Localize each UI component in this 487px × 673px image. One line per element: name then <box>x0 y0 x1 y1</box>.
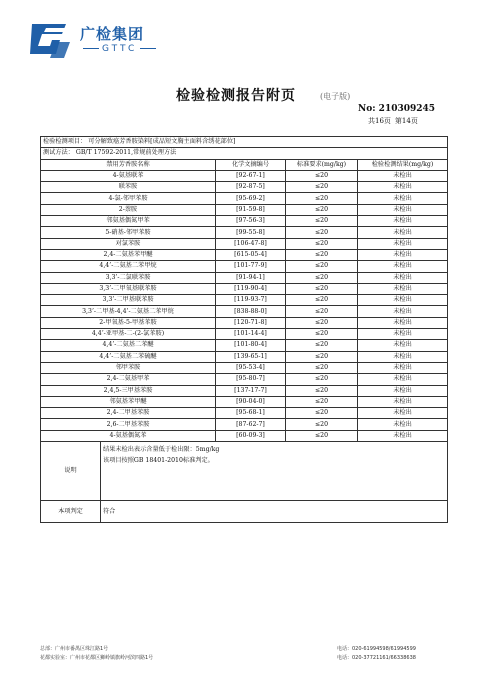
result: 未检出 <box>358 340 448 351</box>
amine-name: 3,3’-二甲基联苯胺 <box>41 295 216 306</box>
test-item: 检验检测项目： 可分解致癌芳香胺染料[成品短文胸主面料含绣花部位] <box>41 137 448 148</box>
table-row <box>41 362 448 373</box>
table-row <box>41 249 448 260</box>
page-info <box>368 116 422 126</box>
amine-name: 邻甲苯胺 <box>41 362 216 373</box>
logo-subtitle: GTTC <box>80 44 159 54</box>
column-header-result: 检验检测结果(mg/kg) <box>358 159 448 170</box>
result: 未检出 <box>358 351 448 362</box>
test-method: 测试方法： GB/T 17592-2011,常规前处理方法 <box>41 148 448 159</box>
cas-number: [615-05-4] <box>216 249 286 260</box>
cas-number: [106-47-8] <box>216 238 286 249</box>
amine-name: 4,4’-二氨基二苯硫醚 <box>41 351 216 362</box>
requirement: ≤20 <box>286 216 358 227</box>
cas-number: [60-09-3] <box>216 430 286 441</box>
requirement: ≤20 <box>286 170 358 181</box>
company-logo <box>26 20 186 60</box>
hq-address: 总部：广州市番禺区珠江路1号 <box>40 646 109 652</box>
cas-number: [137-17-7] <box>216 385 286 396</box>
test-item-row <box>41 137 448 148</box>
branch-address: 花都实验室：广州市花都区狮岭镇旗岭河滨四路1号 <box>40 655 154 661</box>
amine-name: 2,4-二氨基甲苯 <box>41 374 216 385</box>
requirement: ≤20 <box>286 227 358 238</box>
result: 未检出 <box>358 216 448 227</box>
table-row <box>41 283 448 294</box>
amine-name: 3,3’-二甲氧基联苯胺 <box>41 283 216 294</box>
note-text <box>101 442 448 501</box>
result: 未检出 <box>358 249 448 260</box>
table-row <box>41 374 448 385</box>
hq-phone: 电话：020-61994598/61994599 <box>337 646 416 652</box>
note-line-1: 结果未检出表示含量低于检出限：5mg/kg <box>103 446 220 454</box>
cas-number: [838-88-0] <box>216 306 286 317</box>
requirement: ≤20 <box>286 261 358 272</box>
verdict-value: 符合 <box>101 501 448 523</box>
verdict-label: 本项判定 <box>41 501 101 523</box>
amine-name: 邻氨基偶氮甲苯 <box>41 216 216 227</box>
requirement: ≤20 <box>286 408 358 419</box>
requirement: ≤20 <box>286 238 358 249</box>
column-header-row <box>41 159 448 170</box>
requirement: ≤20 <box>286 419 358 430</box>
requirement: ≤20 <box>286 295 358 306</box>
requirement: ≤20 <box>286 182 358 193</box>
cas-number: [95-53-4] <box>216 362 286 373</box>
amine-name: 3,3’-二甲基-4,4’-二氨基二苯甲烷 <box>41 306 216 317</box>
requirement: ≤20 <box>286 362 358 373</box>
cas-number: [139-65-1] <box>216 351 286 362</box>
cas-number: [92-87-5] <box>216 182 286 193</box>
result: 未检出 <box>358 295 448 306</box>
amine-name: 4,4’-二氨基二苯醚 <box>41 340 216 351</box>
note-row <box>41 442 448 501</box>
amine-name: 4-氯-邻甲苯胺 <box>41 193 216 204</box>
table-row <box>41 340 448 351</box>
table-row <box>41 385 448 396</box>
requirement: ≤20 <box>286 351 358 362</box>
result: 未检出 <box>358 306 448 317</box>
test-method-row <box>41 148 448 159</box>
amine-name: 2,4,5-三甲基苯胺 <box>41 385 216 396</box>
result: 未检出 <box>358 385 448 396</box>
result: 未检出 <box>358 204 448 215</box>
report-number: No: 210309245 <box>358 104 436 114</box>
cas-number: [95-68-1] <box>216 408 286 419</box>
amine-name: 2-甲氧基-5-甲基苯胺 <box>41 317 216 328</box>
cas-number: [101-80-4] <box>216 340 286 351</box>
result: 未检出 <box>358 329 448 340</box>
table-row <box>41 238 448 249</box>
requirement: ≤20 <box>286 317 358 328</box>
cas-number: [119-90-4] <box>216 283 286 294</box>
cas-number: [101-14-4] <box>216 329 286 340</box>
amine-name: 2-萘胺 <box>41 204 216 215</box>
requirement: ≤20 <box>286 340 358 351</box>
requirement: ≤20 <box>286 329 358 340</box>
page-footer <box>40 645 447 663</box>
result: 未检出 <box>358 261 448 272</box>
column-header-name: 禁用芳香胺名称 <box>41 159 216 170</box>
cas-number: [92-67-1] <box>216 170 286 181</box>
result: 未检出 <box>358 227 448 238</box>
amine-name: 4,4’-亚甲基-二-(2-氯苯胺) <box>41 329 216 340</box>
amine-name: 4-氨基偶氮苯 <box>41 430 216 441</box>
cas-number: [95-69-2] <box>216 193 286 204</box>
requirement: ≤20 <box>286 430 358 441</box>
result: 未检出 <box>358 182 448 193</box>
requirement: ≤20 <box>286 193 358 204</box>
verdict-row <box>41 501 448 523</box>
table-row <box>41 204 448 215</box>
table-row <box>41 351 448 362</box>
table-row <box>41 329 448 340</box>
cas-number: [120-71-8] <box>216 317 286 328</box>
table-row <box>41 295 448 306</box>
requirement: ≤20 <box>286 306 358 317</box>
edition-label: (电子版) <box>320 92 351 101</box>
result: 未检出 <box>358 408 448 419</box>
amine-name: 3,3’-二氯联苯胺 <box>41 272 216 283</box>
table-row <box>41 182 448 193</box>
table-row <box>41 227 448 238</box>
page-number: 第14页 <box>394 117 418 125</box>
cas-number: [91-59-8] <box>216 204 286 215</box>
requirement: ≤20 <box>286 204 358 215</box>
cas-number: [101-77-9] <box>216 261 286 272</box>
requirement: ≤20 <box>286 249 358 260</box>
amine-name: 2,4-二氨基苯甲醚 <box>41 249 216 260</box>
column-header-requirement: 标准要求(mg/kg) <box>286 159 358 170</box>
note-label: 说明 <box>41 442 101 501</box>
result: 未检出 <box>358 362 448 373</box>
result: 未检出 <box>358 170 448 181</box>
table-row <box>41 408 448 419</box>
cas-number: [99-55-8] <box>216 227 286 238</box>
amine-name: 4-氨基联苯 <box>41 170 216 181</box>
cas-number: [87-62-7] <box>216 419 286 430</box>
total-pages: 共16页 <box>368 117 391 125</box>
amine-name: 2,4-二甲基苯胺 <box>41 408 216 419</box>
table-row <box>41 430 448 441</box>
result: 未检出 <box>358 193 448 204</box>
amine-name: 对氯苯胺 <box>41 238 216 249</box>
requirement: ≤20 <box>286 374 358 385</box>
result: 未检出 <box>358 272 448 283</box>
gttc-logo-icon <box>26 20 72 60</box>
table-row <box>41 419 448 430</box>
requirement: ≤20 <box>286 272 358 283</box>
results-table <box>40 136 448 523</box>
result: 未检出 <box>358 238 448 249</box>
amine-name: 2,6-二甲基苯胺 <box>41 419 216 430</box>
note-line-2: 该项目按照GB 18401-2010标准判定。 <box>103 457 214 465</box>
amine-name: 5-硝基-邻甲苯胺 <box>41 227 216 238</box>
amine-name: 邻氨基苯甲醚 <box>41 396 216 407</box>
amine-name: 4,4’-二氨基二苯甲烷 <box>41 261 216 272</box>
cas-number: [97-56-3] <box>216 216 286 227</box>
result: 未检出 <box>358 396 448 407</box>
table-row <box>41 317 448 328</box>
cas-number: [90-04-0] <box>216 396 286 407</box>
result: 未检出 <box>358 374 448 385</box>
table-row <box>41 170 448 181</box>
requirement: ≤20 <box>286 396 358 407</box>
result: 未检出 <box>358 419 448 430</box>
logo-name: 广检集团 <box>80 25 145 43</box>
table-row <box>41 193 448 204</box>
cas-number: [91-94-1] <box>216 272 286 283</box>
table-row <box>41 216 448 227</box>
table-row <box>41 261 448 272</box>
table-row <box>41 396 448 407</box>
requirement: ≤20 <box>286 283 358 294</box>
requirement: ≤20 <box>286 385 358 396</box>
result: 未检出 <box>358 283 448 294</box>
amine-name: 联苯胺 <box>41 182 216 193</box>
branch-phone: 电话：020-37721161/66338638 <box>337 655 416 661</box>
table-row <box>41 272 448 283</box>
result: 未检出 <box>358 430 448 441</box>
page-title: 检验检测报告附页 <box>176 88 296 104</box>
cas-number: [95-80-7] <box>216 374 286 385</box>
table-row <box>41 306 448 317</box>
result: 未检出 <box>358 317 448 328</box>
cas-number: [119-93-7] <box>216 295 286 306</box>
column-header-cas: 化学文摘编号 <box>216 159 286 170</box>
